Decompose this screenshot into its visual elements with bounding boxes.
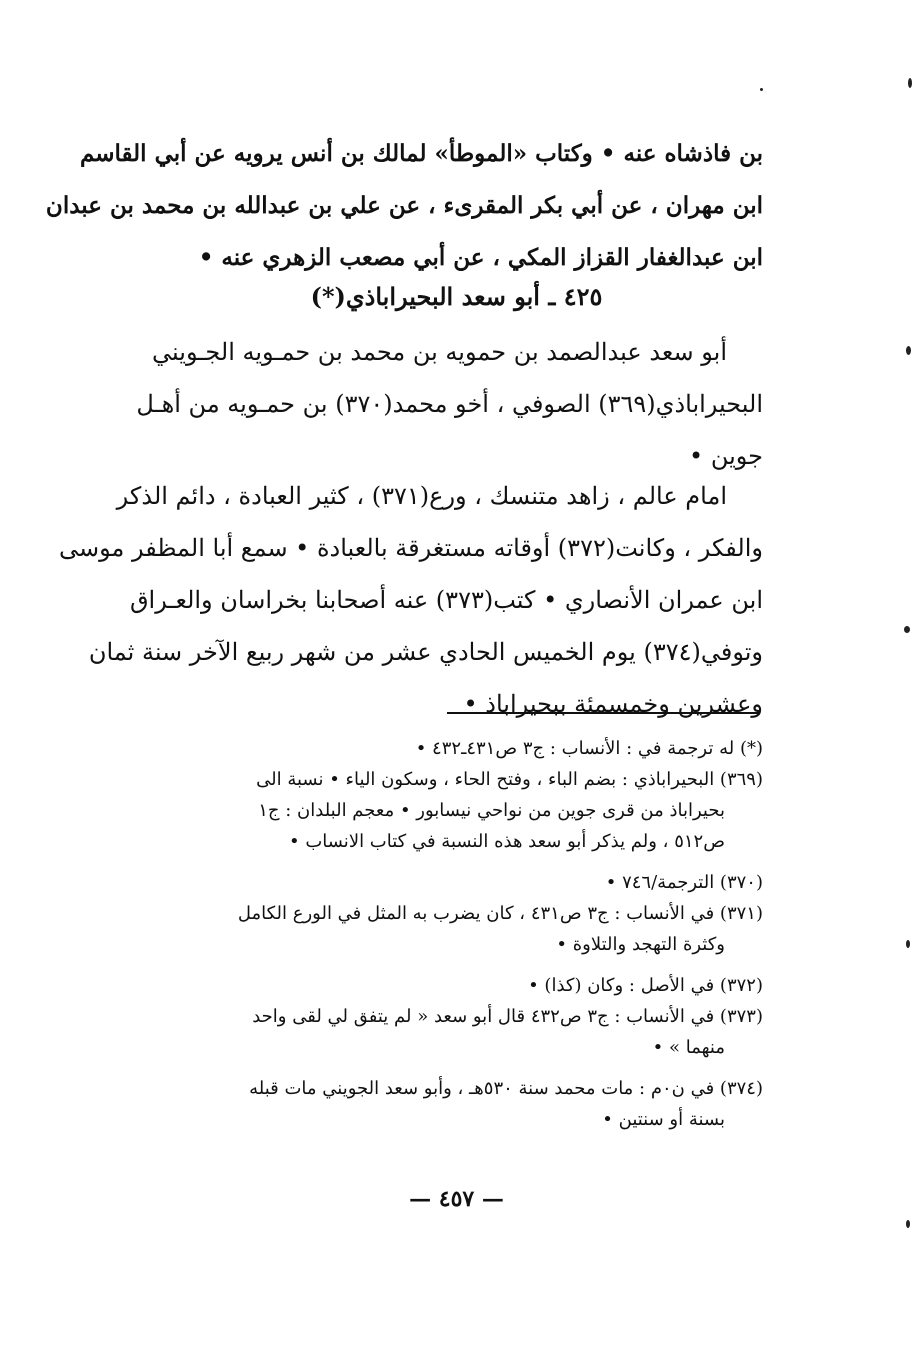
scan-speck	[906, 346, 911, 355]
paragraph-line: وتوفي(٣٧٤) يوم الخميس الحادي عشر من شهر ربيع الآخر سنة ثمان	[88, 638, 763, 666]
scan-speck	[904, 626, 910, 633]
scan-speck	[906, 940, 910, 948]
scan-speck	[906, 1220, 910, 1228]
paragraph-line: جوين •	[689, 442, 763, 470]
footnote-line: وكثرة التهجد والتلاوة •	[556, 934, 725, 955]
footnote	[113, 1073, 763, 1135]
intro-paragraph	[45, 128, 763, 284]
footnotes	[113, 733, 763, 1135]
intro-line: بن فاذشاه عنه • وكتاب «الموطأ» لمالك بن أنس يرويه عن أبي القاسم	[79, 140, 763, 167]
footnote-line: (٣٧٤) في ن٠م : مات محمد سنة ٥٣٠هـ ، وأبو سعد الجويني مات قبله	[249, 1078, 763, 1099]
page-number: — ٤٥٧ —	[409, 1186, 504, 1212]
paragraph-line: أبو سعد عبدالصمد بن حمويه بن محمد بن حمـويه الجـويني	[152, 338, 727, 366]
paragraph-line: وعشرين وخمسمئة ببحيراباذ •	[463, 690, 763, 718]
footnote	[113, 898, 763, 960]
paragraph-line: ابن عمران الأنصاري • كتب(٣٧٣) عنه أصحابنا بخراسان والعـراق	[129, 586, 763, 614]
paragraph-line: امام عالم ، زاهد متنسك ، ورع(٣٧١) ، كثير العبادة ، دائم الذكر	[116, 482, 727, 510]
footnote-line: بسنة أو سنتين •	[602, 1109, 725, 1130]
biography-paragraph-2	[58, 470, 763, 730]
footnote	[113, 970, 763, 1001]
footnote-line: (٣٦٩) البحيراباذي : بضم الباء ، وفتح الحاء ، وسكون الياء • نسبة الى	[256, 769, 763, 790]
intro-line: ابن مهران ، عن أبي بكر المقرىء ، عن علي بن عبدالله بن محمد بن عبدان	[45, 192, 763, 219]
footnote-line: (*) له ترجمة في : الأنساب : ج٣ ص٤٣١ـ٤٣٢ •	[415, 738, 763, 759]
intro-line: ابن عبدالغفار القزاز المكي ، عن أبي مصعب الزهري عنه •	[198, 244, 763, 271]
footnote-line: (٣٧١) في الأنساب : ج٣ ص٤٣١ ، كان يضرب به المثل في الورع الكامل	[237, 903, 763, 924]
entry-heading: ٤٢٥ ـ أبو سعد البحيراباذي(*)	[310, 282, 603, 311]
footnote	[113, 733, 763, 764]
paragraph-line: البحيراباذي(٣٦٩) الصوفي ، أخو محمد(٣٧٠) بن حمـويه من أهـل	[136, 390, 763, 418]
scan-speck	[908, 78, 912, 88]
footnote-line: بحيراباذ من قرى جوين من نواحي نيسابور • معجم البلدان : ج١	[258, 800, 725, 821]
paragraph-line: والفكر ، وكانت(٣٧٢) أوقاته مستغرقة بالعبادة • سمع أبا المظفر موسى	[58, 534, 763, 562]
footnote-separator	[447, 712, 759, 714]
scan-speck	[760, 88, 763, 91]
footnote	[113, 1001, 763, 1063]
footnote	[113, 764, 763, 857]
footnote-line: (٣٧٢) في الأصل : وكان (كذا) •	[528, 975, 763, 996]
footnote-line: منهما » •	[652, 1037, 725, 1058]
footnote	[113, 867, 763, 898]
footnote-line: (٣٧٣) في الأنساب : ج٣ ص٤٣٢ قال أبو سعد « لم يتفق لي لقى واحد	[252, 1006, 763, 1027]
biography-paragraph-1	[118, 326, 763, 482]
footnote-line: ص٥١٢ ، ولم يذكر أبو سعد هذه النسبة في كتاب الانساب •	[288, 831, 725, 852]
footnote-line: (٣٧٠) الترجمة/٧٤٦ •	[605, 872, 763, 893]
